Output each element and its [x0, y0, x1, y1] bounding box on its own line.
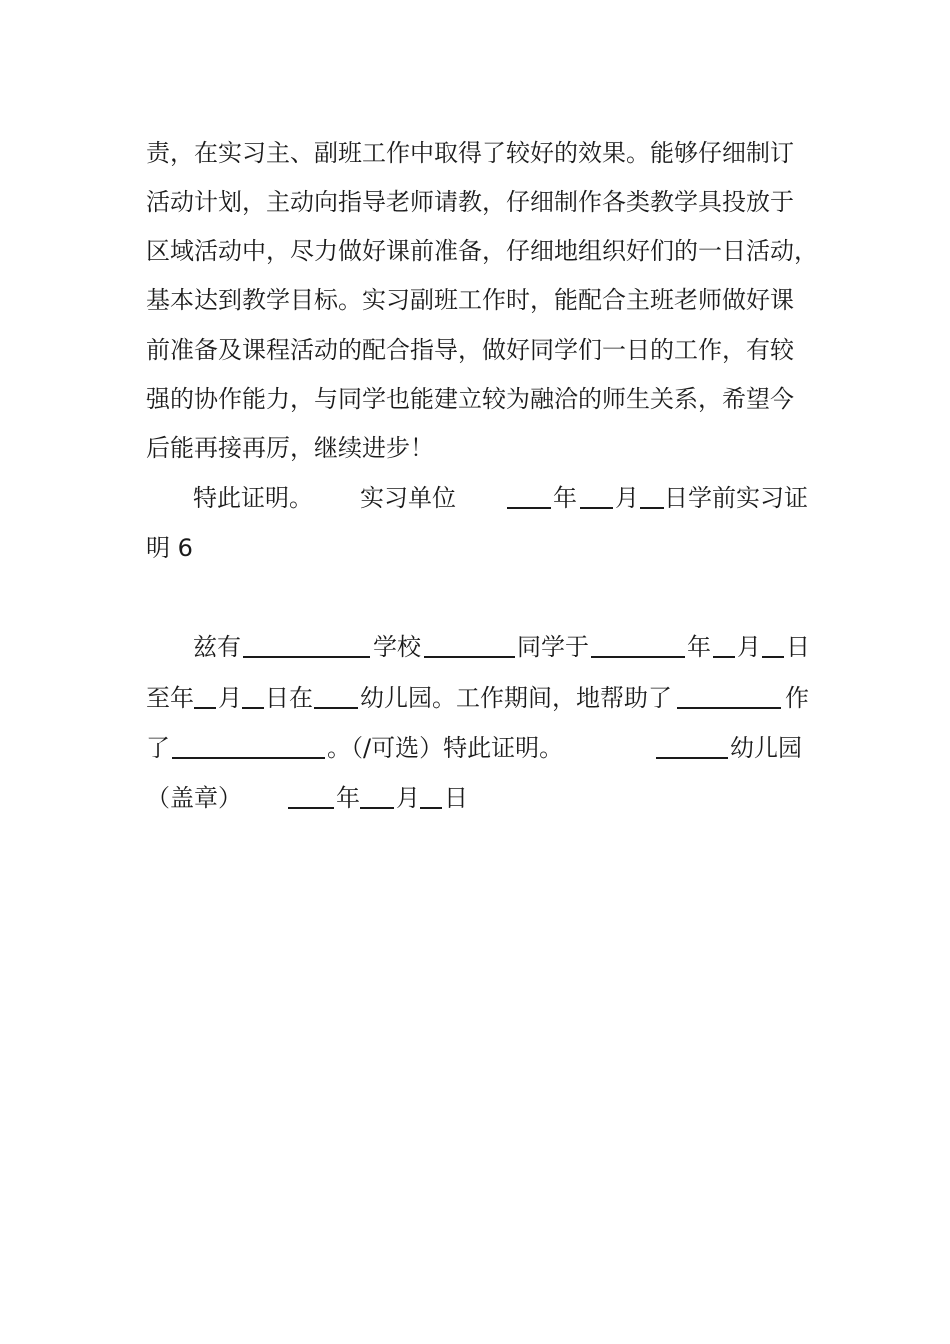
blank-line	[424, 624, 515, 658]
blank-line	[762, 624, 784, 658]
text: 。（/可选）特此证明。	[327, 734, 564, 762]
text: 同学于	[517, 633, 589, 661]
text: 幼儿园	[730, 734, 802, 762]
blank-line	[243, 624, 370, 658]
blank-line	[172, 725, 325, 759]
text: 兹有	[193, 633, 241, 661]
text: 至年	[146, 684, 194, 712]
title-end-line	[0, 531, 950, 633]
blank-line	[360, 775, 394, 809]
blank-line	[640, 475, 664, 509]
certificate-line	[0, 781, 950, 1087]
certify-text: 特此证明。	[193, 484, 313, 512]
text: 日	[786, 633, 810, 661]
blank-line	[242, 675, 264, 709]
text: 前准备及课程活动的配合指导，做好同学们一日的工作，有较	[146, 336, 794, 364]
blank-line	[591, 624, 685, 658]
text: 强的协作能力，与同学也能建立较为融洽的师生关系，希望今	[146, 385, 794, 413]
text: 责，在实习主、副班工作中取得了较好的效果。能够仔细制订	[146, 139, 794, 167]
blank-line	[580, 475, 613, 509]
text: 活动计划，主动向指导老师请教，仔细制作各类教学具投放于	[146, 188, 794, 216]
text: 基本达到教学目标。实习副班工作时，能配合主班老师做好课	[146, 286, 794, 314]
blank-line	[314, 675, 358, 709]
text: 年	[336, 784, 360, 812]
text: 幼儿园。工作期间，地帮助了	[360, 684, 672, 712]
text: 了	[146, 734, 170, 762]
blank-line	[507, 475, 551, 509]
text: （盖章）	[146, 784, 242, 812]
text: 月	[396, 784, 420, 812]
text: 区域活动中，尽力做好课前准备，仔细地组织好们的一日活动，	[146, 237, 818, 265]
month-label: 月	[615, 484, 639, 512]
unit-label: 实习单位	[360, 484, 456, 512]
title-end-text: 明 6	[146, 534, 193, 562]
text: 月	[737, 633, 761, 661]
text: 日在	[265, 684, 313, 712]
text: 学校	[373, 633, 421, 661]
year-label: 年	[553, 484, 577, 512]
day-title-text: 日学前实习证	[664, 484, 808, 512]
blank-line	[288, 775, 334, 809]
blank-line	[194, 675, 216, 709]
blank-line	[677, 675, 781, 709]
blank-line	[420, 775, 442, 809]
text: 日	[444, 784, 468, 812]
text: 后能再接再厉，继续进步！	[146, 434, 434, 462]
text: 年	[687, 633, 711, 661]
text: 月	[218, 684, 242, 712]
text: 作	[785, 684, 809, 712]
blank-line	[656, 725, 728, 759]
blank-line	[713, 624, 735, 658]
